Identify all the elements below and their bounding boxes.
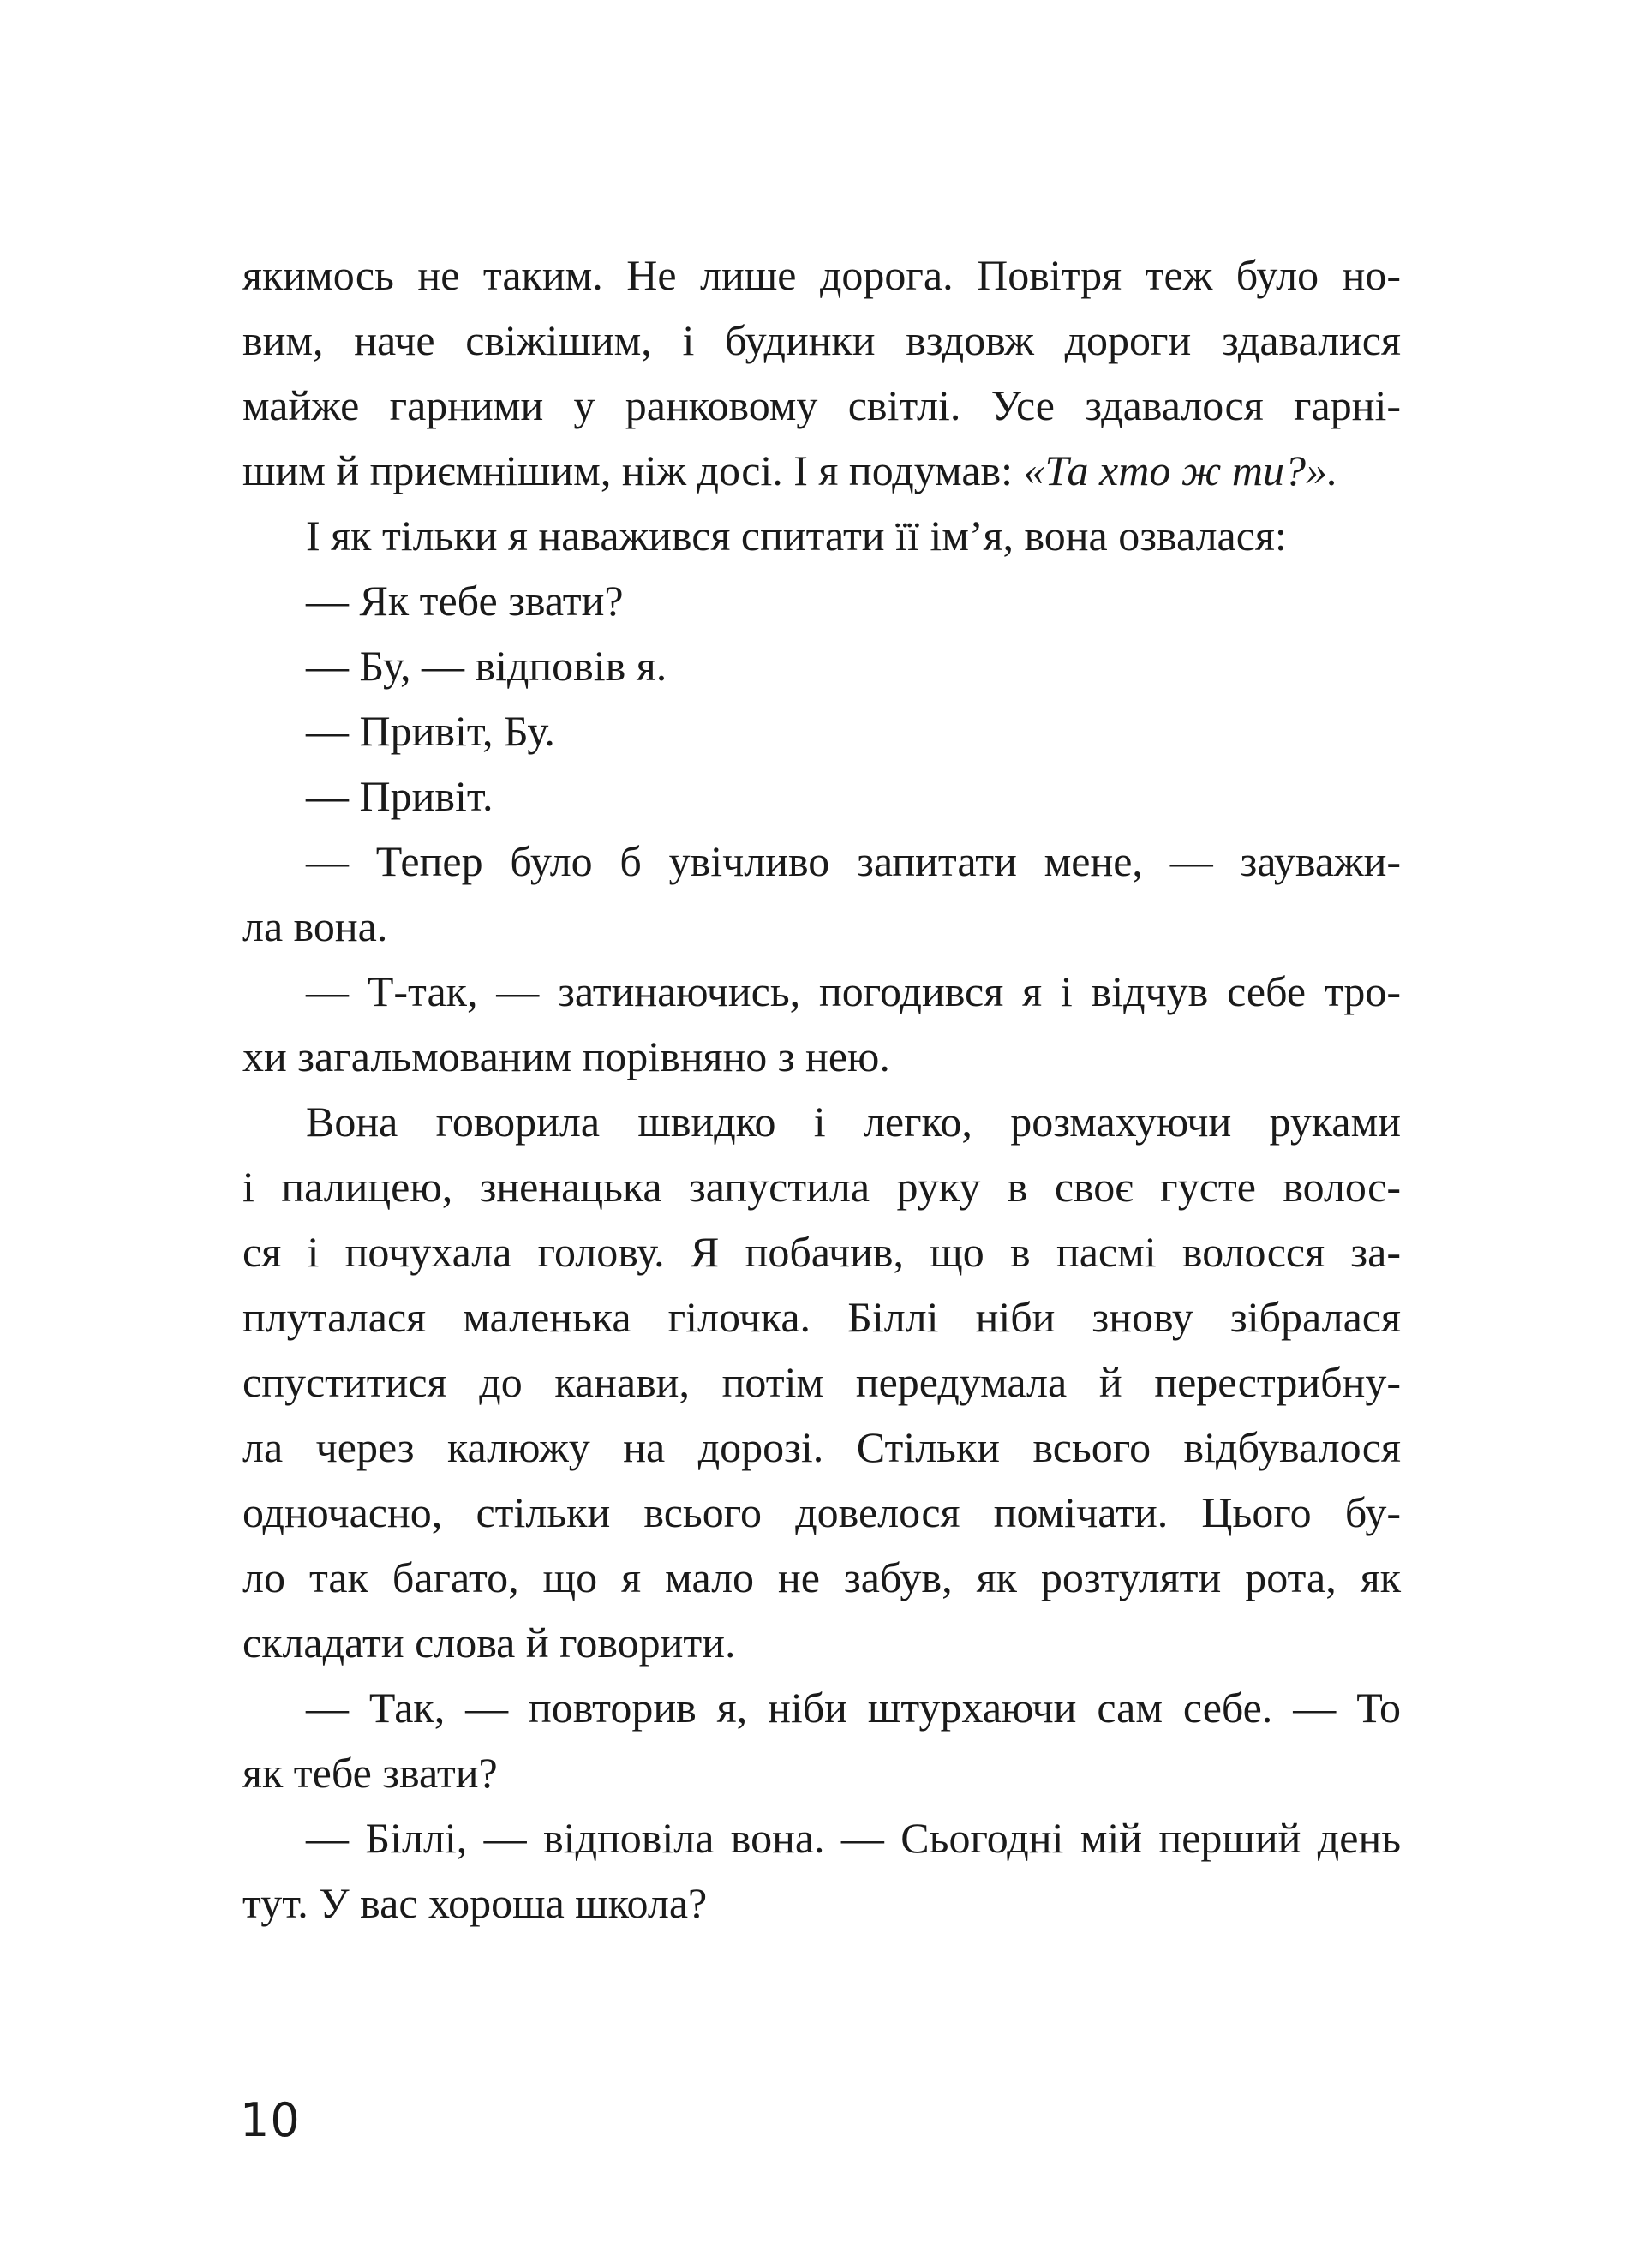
text-line: ла через калюжу на дорозі. Стільки всього відбувалося [242, 1423, 1401, 1471]
text-line: плуталася маленька гілочка. Біллі ніби знову зібралася [242, 1293, 1401, 1341]
dialogue-line: — Привіт, Бу. [306, 707, 555, 755]
dialogue-line: — Т-так, — затинаючись, погодився я і відчув себе тро- [306, 967, 1401, 1015]
dialogue-line: — Як тебе звати? [306, 577, 624, 625]
text-line: і палицею, зненацька запустила руку в своє густе волос- [242, 1163, 1401, 1211]
text-line [242, 438, 1401, 503]
text-line: спуститися до канави, потім передумала й перестрибну- [242, 1358, 1401, 1406]
text-line: ло так багато, що я мало не забув, як розтуляти рота, як [242, 1553, 1401, 1601]
text-line: як тебе звати? [242, 1749, 498, 1797]
text-line: ся і почухала голову. Я побачив, що в пасмі волосся за- [242, 1228, 1401, 1276]
text-line: майже гарними у ранковому світлі. Усе здавалося гарні- [242, 381, 1401, 429]
dialogue-line: — Бу, — відповів я. [306, 642, 667, 690]
paragraph-start: Вона говорила швидко і легко, розмахуючи руками [306, 1098, 1401, 1146]
page-number: 10 [240, 2093, 301, 2147]
text-segment: шим й приємнішим, ніж досі. І я подумав: [242, 446, 1024, 494]
dialogue-line: — Тепер було б увічливо запитати мене, — зауважи- [306, 837, 1401, 885]
dialogue-line: — Біллі, — відповіла вона. — Сьогодні мій перший день [306, 1814, 1401, 1862]
text-line: хи загальмованим порівняно з нею. [242, 1032, 890, 1080]
text-line: тут. У вас хороша школа? [242, 1879, 708, 1927]
text-line: якимось не таким. Не лише дорога. Повітря теж було но- [242, 251, 1401, 299]
text-line: складати слова й говорити. [242, 1619, 736, 1667]
text-line: ла вона. [242, 902, 388, 950]
italic-thought: «Та хто ж ти?». [1023, 446, 1338, 494]
dialogue-line: — Так, — повторив я, ніби штурхаючи сам себе. — То [306, 1684, 1401, 1732]
dialogue-line: — Привіт. [306, 772, 494, 820]
text-line: вим, наче свіжішим, і будинки вздовж дороги здавалися [242, 316, 1401, 364]
text-line: одночасно, стільки всього довелося помічати. Цього бу- [242, 1488, 1401, 1536]
text-line: І як тільки я наважився спитати її ім’я, вона озвалася: [306, 512, 1287, 560]
